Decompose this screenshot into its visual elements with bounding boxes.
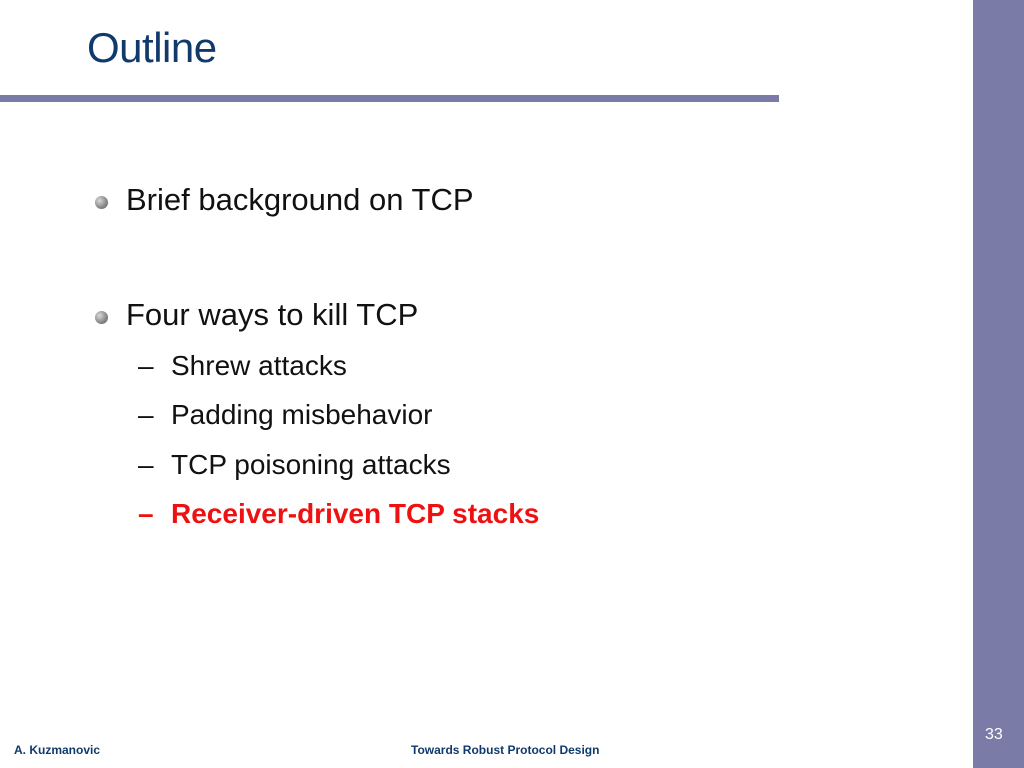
sub-item-text: Receiver-driven TCP stacks <box>171 498 540 529</box>
title-underline <box>0 95 779 102</box>
dash-marker: – <box>138 350 154 381</box>
dash-marker: – <box>138 498 154 529</box>
footer-author: A. Kuzmanovic <box>14 743 101 757</box>
sub-item-text: TCP poisoning attacks <box>171 449 451 480</box>
dash-marker: – <box>138 449 154 480</box>
side-accent-bar <box>973 0 1024 768</box>
bullet-text: Brief background on TCP <box>126 182 474 217</box>
dash-marker: – <box>138 399 154 430</box>
bullet-icon <box>95 196 108 209</box>
sub-item-text: Padding misbehavior <box>171 399 433 430</box>
footer-talk-title: Towards Robust Protocol Design <box>411 743 600 757</box>
sub-item-text: Shrew attacks <box>171 350 347 381</box>
bullet-icon <box>95 311 108 324</box>
page-number: 33 <box>985 726 1003 743</box>
slide-title: Outline <box>87 24 217 71</box>
bullet-text: Four ways to kill TCP <box>126 297 419 332</box>
